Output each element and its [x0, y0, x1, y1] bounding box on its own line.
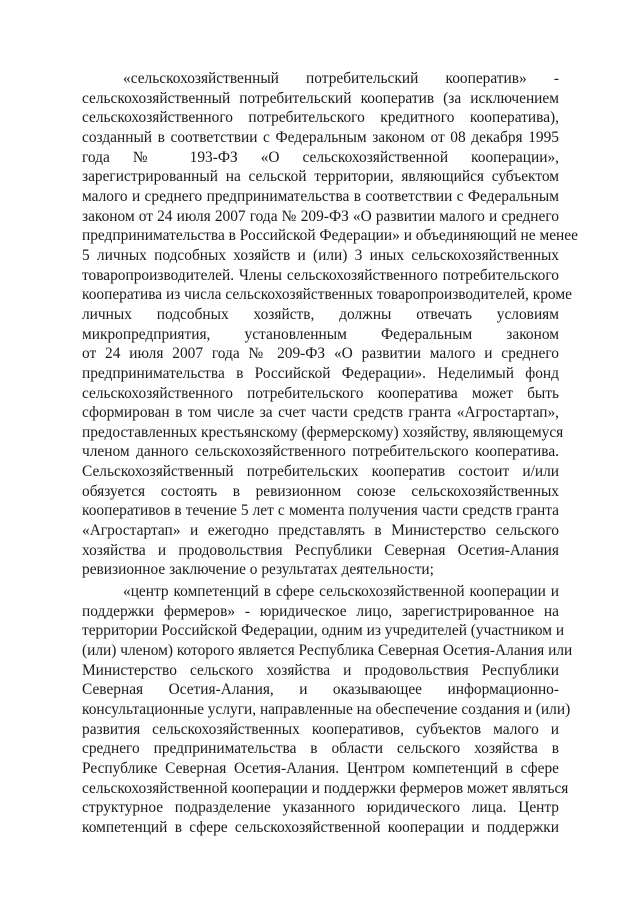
paragraph-competence-center-definition [82, 582, 573, 838]
text-line: микропредприятия, установленным Федеральным законом [82, 325, 559, 343]
text-line: года № 193-ФЗ «О сельскохозяйственной кооперации», [82, 148, 559, 166]
text-line: «сельскохозяйственный потребительский кооператив» - [123, 70, 559, 87]
text-line: Министерство сельского хозяйства и продовольствия Республики [82, 661, 559, 679]
text-line: товаропроизводителей. Члены сельскохозяйственного потребительского [82, 266, 559, 284]
text-line: ревизионное заключение о результатах деятельности; [82, 561, 434, 579]
text-line: 5 личных подсобных хозяйств и (или) 3 иных сельскохозяйственных [82, 246, 559, 264]
paragraph-text [82, 69, 578, 580]
text-line: сельскохозяйственного потребительского кооператива может быть [82, 384, 559, 402]
text-line: поддержки фермеров» - юридическое лицо, зарегистрированное на [82, 602, 559, 620]
text-line: среднего предпринимательства в области сельского хозяйства в [82, 740, 559, 758]
text-line: созданный в соответствии с Федеральным законом от 08 декабря 1995 [82, 128, 559, 146]
paragraph-cooperative-definition [82, 69, 578, 580]
text-line: «Агростартап» и ежегодно представлять в Министерство сельского [82, 522, 559, 540]
text-line: сформирован в том числе за счет части средств гранта «Агростартап», [82, 404, 559, 422]
text-line: предпринимательства в Российской Федерации» и объединяющий не менее [82, 227, 578, 245]
text-line: кооперативов в течение 5 лет с момента получения части средств гранта [82, 502, 559, 520]
text-line: хозяйства и продовольствия Республики Северная Осетия-Алания [82, 541, 559, 559]
text-line: Сельскохозяйственный потребительских кооператив состоит и/или [82, 463, 559, 481]
text-line: законом от 24 июля 2007 года № 209-ФЗ «О развитии малого и среднего [82, 207, 559, 225]
text-line: Северная Осетия-Алания, и оказывающее информационно- [82, 681, 559, 699]
text-line: компетенций в сфере сельскохозяйственной кооперации и поддержки [82, 818, 559, 836]
text-line: консультационные услуги, направленные на обеспечение создания и (или) [82, 700, 571, 718]
text-line: личных подсобных хозяйств, должны отвечать условиям [82, 305, 559, 323]
text-line: структурное подразделение указанного юридического лица. Центр [82, 799, 559, 817]
text-line: зарегистрированный на сельской территории, являющийся субъектом [82, 168, 559, 186]
text-line: предпринимательства в Российской Федерации». Неделимый фонд [82, 364, 559, 382]
text-line: «центр компетенций в сфере сельскохозяйственной кооперации и [123, 583, 559, 600]
text-line: Республике Северная Осетия-Алания. Центром компетенций в сфере [82, 759, 559, 777]
text-line: малого и среднего предпринимательства в соответствии с Федеральным [82, 187, 559, 205]
text-line: сельскохозяйственного потребительского кредитного кооператива), [82, 109, 559, 127]
text-line: развития сельскохозяйственных кооперативов, субъектов малого и [82, 720, 559, 738]
text-line: территории Российской Федерации, одним из учредителей (участником и [82, 622, 565, 640]
text-line: кооператива из числа сельскохозяйственных товаропроизводителей, кроме [82, 286, 572, 304]
text-line: обязуется состоять в ревизионном союзе сельскохозяйственных [82, 482, 559, 500]
paragraph-text [82, 582, 573, 838]
text-line: сельскохозяйственный потребительский кооператив (за исключением [82, 89, 559, 107]
text-line: сельскохозяйственной кооперации и поддержки фермеров может являться [82, 779, 569, 797]
text-line: членом данного сельскохозяйственного потребительского кооператива. [82, 443, 559, 461]
text-line: предоставленных крестьянскому (фермерскому) хозяйству, являющемуся [82, 423, 564, 441]
text-line: от 24 июля 2007 года № 209-ФЗ «О развитии малого и среднего [82, 345, 559, 363]
text-line: (или) членом) которого является Республика Северная Осетия-Алания или [82, 641, 573, 659]
